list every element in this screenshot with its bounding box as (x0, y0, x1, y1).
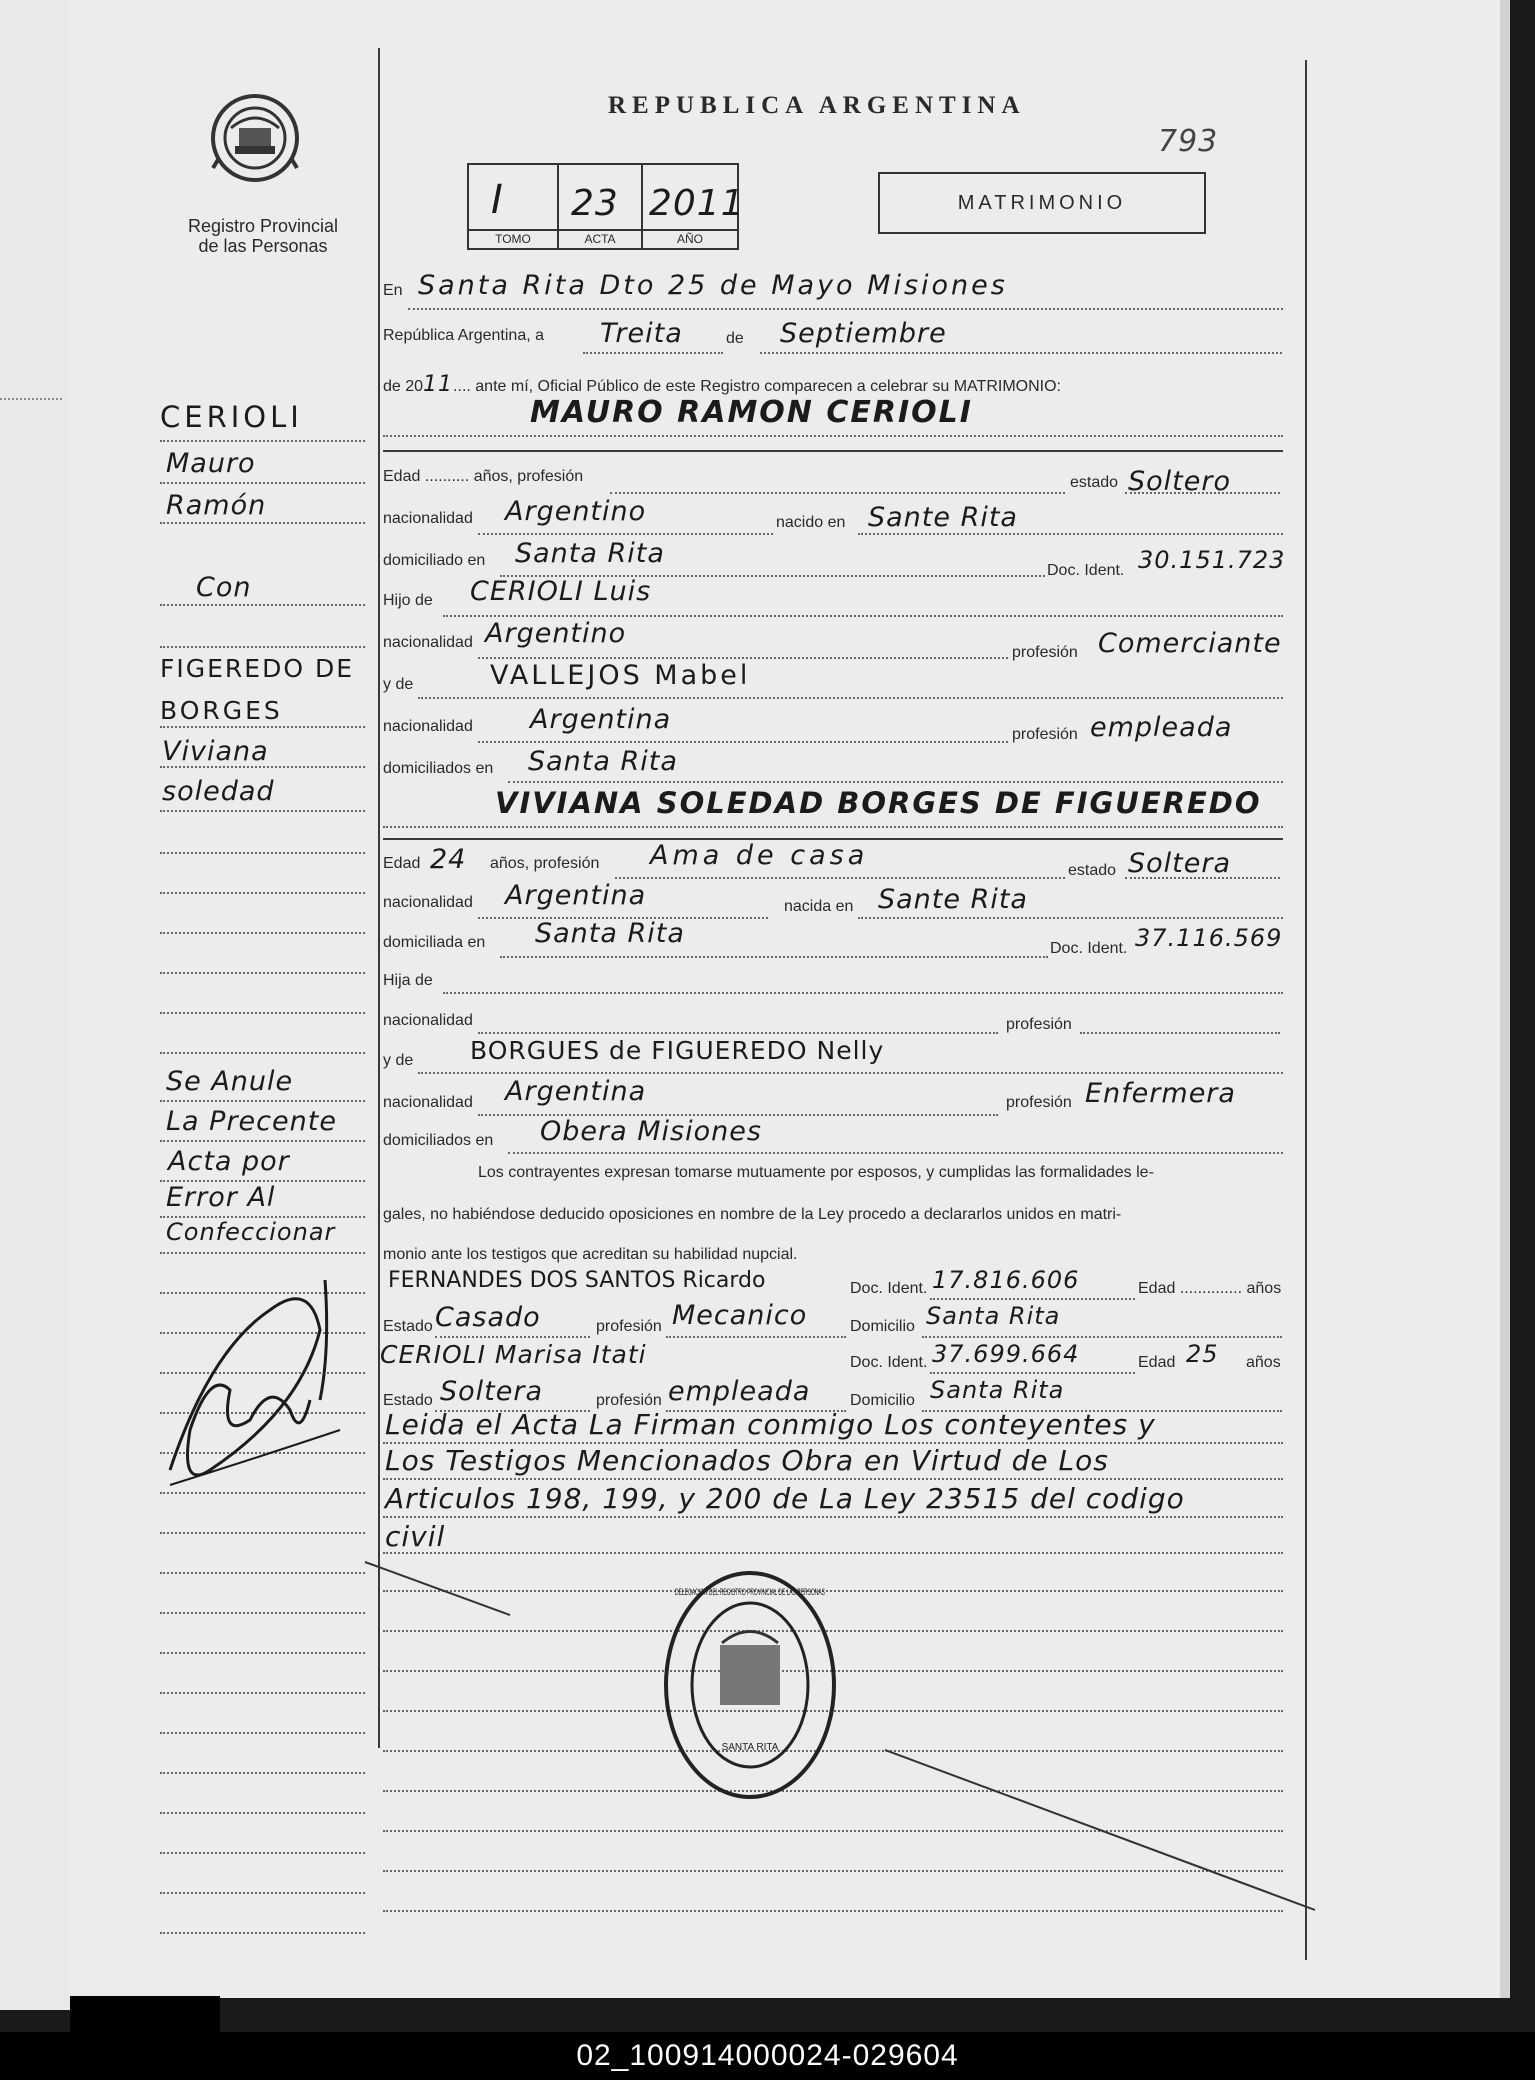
margin-line (160, 1652, 365, 1654)
marriage-place: Santa Rita Dto 25 de Mayo Misiones (418, 270, 1008, 301)
margin-surname-2b: BORGES (160, 696, 283, 725)
groom-nacionalidad: Argentino (505, 496, 647, 527)
bride-edad-label: Edad (383, 855, 421, 872)
margin-surname-2a: FIGEREDO DE (160, 654, 355, 683)
witness1-dom-line (922, 1336, 1282, 1338)
marriage-month: Septiembre (780, 318, 947, 349)
margin-line (160, 1052, 365, 1054)
margin-con: Con (196, 572, 252, 603)
image-identifier: 02_100914000024-029604 (0, 2032, 1535, 2080)
witness2-dom-label: Domicilio (850, 1392, 915, 1409)
bride-prof-line (615, 877, 1065, 879)
acta-value: 23 (571, 183, 619, 224)
margin-line (160, 810, 365, 812)
margin-surname: CERIOLI (160, 400, 303, 434)
witness1-estado-line (435, 1336, 590, 1338)
bride-mother-nac: Argentina (505, 1076, 647, 1107)
witness1-dom-label: Domicilio (850, 1318, 915, 1335)
margin-line (160, 1612, 365, 1614)
bride-yde-label: y de (383, 1052, 414, 1069)
groom-father-nac-line (478, 657, 1008, 659)
margin-line (160, 440, 365, 442)
anio-value: 2011 (649, 183, 745, 224)
margin-line (160, 972, 365, 974)
witness2-doc-line (930, 1372, 1135, 1374)
bride-doc-label: Doc. Ident. (1050, 940, 1128, 957)
place-line (408, 308, 1283, 310)
groom-estado: Soltero (1128, 466, 1231, 497)
witness2-doc: 37.699.664 (932, 1340, 1080, 1368)
groom-nacido-label: nacido en (776, 514, 846, 531)
witness1-prof-label: profesión (596, 1318, 662, 1335)
bride-mother-nac-label: nacionalidad (383, 1094, 473, 1111)
groom-doc-label: Doc. Ident. (1047, 562, 1125, 579)
witness1-doc-line (930, 1298, 1135, 1300)
groom-dom-label: domiciliado en (383, 552, 486, 569)
witness2-doc-label: Doc. Ident. (850, 1354, 928, 1371)
margin-first-4: soledad (162, 776, 275, 807)
groom-prof-line (610, 492, 1065, 494)
margin-line (160, 604, 365, 606)
margin-first-2: Ramón (166, 490, 267, 521)
acta-label: ACTA (559, 229, 641, 248)
groom-yde-label: y de (383, 676, 414, 693)
left-page-rule (0, 398, 62, 400)
margin-line (160, 1012, 365, 1014)
groom-mother: VALLEJOS Mabel (490, 660, 751, 691)
closing-line-1: Leida el Acta La Firman conmigo Los conteyentes y (385, 1408, 1156, 1441)
groom-mother-nac: Argentina (530, 704, 672, 735)
groom-father-prof-label: profesión (1012, 644, 1078, 661)
groom-mother-nac-label: nacionalidad (383, 718, 473, 735)
year-suffix: 11 (423, 372, 454, 397)
bride-nacida: Sante Rita (878, 884, 1028, 915)
closing-line-2: Los Testigos Mencionados Obra en Virtud de Los (385, 1444, 1109, 1477)
de-label: de (726, 330, 744, 347)
bride-father-nac-line (478, 1032, 998, 1034)
ante-text: .... ante mí, Oficial Público de este Registro comparecen a celebrar su MATRIMONIO: (453, 378, 1061, 395)
closing-line-2-rule (383, 1478, 1283, 1480)
margin-note-5: Confeccionar (166, 1218, 336, 1246)
margin-line (160, 1532, 365, 1534)
witness1-name: FERNANDES DOS SANTOS Ricardo (388, 1268, 766, 1293)
republica-label: República Argentina, a (383, 327, 544, 344)
witness1-doc-label: Doc. Ident. (850, 1280, 928, 1297)
bride-parents-dom-label: domiciliados en (383, 1132, 494, 1149)
declaration-line-2: gales, no habiéndose deducido oposiciones en nombre de la Ley procedo a declararlos unidos en matri- (383, 1206, 1122, 1223)
cancel-strokes (360, 1550, 1320, 1930)
margin-line (160, 646, 365, 648)
registry-name: Registro Provincial de las Personas (187, 216, 339, 256)
bride-dom-line (500, 956, 1048, 958)
closing-line-3: Articulos 198, 199, y 200 de La Ley 23515 del codigo (385, 1482, 1185, 1515)
margin-line (160, 1772, 365, 1774)
bride-father-nac-label: nacionalidad (383, 1012, 473, 1029)
bride-mother-line (418, 1072, 1283, 1074)
groom-mother-prof: empleada (1090, 712, 1233, 743)
witness2-prof-label: profesión (596, 1392, 662, 1409)
groom-name-line (383, 435, 1283, 437)
groom-father-nac-label: nacionalidad (383, 634, 473, 651)
margin-line (160, 1140, 365, 1142)
bride-father-prof-label: profesión (1006, 1016, 1072, 1033)
anio-cell (641, 163, 745, 250)
groom-nac-label: nacionalidad (383, 510, 473, 527)
margin-first-3: Viviana (162, 736, 269, 767)
groom-mother-prof-label: profesión (1012, 726, 1078, 743)
registry-seal (660, 1565, 840, 1805)
bride-name: VIVIANA SOLEDAD BORGES DE FIGUEREDO (495, 786, 1262, 820)
margin-first-1: Mauro (166, 448, 256, 479)
margin-note-3: Acta por (168, 1146, 290, 1177)
bride-hija-label: Hija de (383, 972, 433, 989)
witness2-edad-label: Edad (1138, 1354, 1176, 1371)
bride-profesion: Ama de casa (650, 840, 869, 871)
witness2-edad: 25 (1186, 1340, 1219, 1368)
official-signature (150, 1270, 380, 1520)
margin-line (160, 1852, 365, 1854)
marriage-day: Treita (600, 318, 683, 349)
margin-note-1: Se Anule (166, 1066, 294, 1097)
witness1-edad-label: Edad .............. años (1138, 1280, 1282, 1297)
page-number: 793 (1158, 124, 1219, 159)
margin-line (160, 892, 365, 894)
groom-mother-line (418, 697, 1283, 699)
page-shadow (70, 1996, 220, 2032)
left-facing-page (0, 0, 73, 2010)
seal-inner-text: SANTA RITA (721, 1742, 779, 1753)
groom-edad-label: Edad .......... años, profesión (383, 468, 584, 485)
witness1-prof-line (666, 1336, 846, 1338)
document-title: REPUBLICA ARGENTINA (608, 92, 1026, 119)
witness2-estado-label: Estado (383, 1392, 433, 1409)
declaration-line-1: Los contrayentes expresan tomarse mutuamente por esposos, y cumplidas las formalidades le- (478, 1164, 1154, 1181)
bride-nacionalidad: Argentina (505, 880, 647, 911)
witness2-profesion: empleada (668, 1376, 811, 1407)
declaration-line-3: monio ante los testigos que acreditan su habilidad nupcial. (383, 1246, 798, 1263)
margin-line (160, 932, 365, 934)
bride-mother: BORGUES de FIGUEREDO Nelly (470, 1036, 885, 1065)
groom-father-line (443, 615, 1283, 617)
bride-doc: 37.116.569 (1135, 924, 1283, 952)
margin-line (160, 1732, 365, 1734)
margin-note-4: Error Al (166, 1182, 276, 1213)
groom-parents-dom: Santa Rita (528, 746, 678, 777)
witness1-domicilio: Santa Rita (926, 1302, 1061, 1330)
margin-line (160, 852, 365, 854)
bride-parents-dom-line (508, 1152, 1283, 1154)
groom-father-prof: Comerciante (1098, 628, 1282, 659)
bride-estado: Soltera (1128, 848, 1232, 879)
witness1-estado-label: Estado (383, 1318, 433, 1335)
margin-line (160, 522, 365, 524)
act-type-box (878, 172, 1206, 234)
seal-outer-text: DELEGACION DEL REGISTRO PROVINCIAL DE LAS PERSONAS (675, 1587, 825, 1597)
witness1-doc: 17.816.606 (932, 1266, 1080, 1294)
margin-line (160, 1812, 365, 1814)
groom-father: CERIOLI Luis (470, 576, 652, 607)
year-line (383, 372, 1061, 397)
act-type: MATRIMONIO (957, 192, 1127, 214)
en-label: En (383, 282, 403, 299)
day-line (583, 352, 723, 354)
tomo-label: TOMO (469, 229, 557, 248)
tomo-value: I (491, 177, 504, 223)
closing-line-4: civil (385, 1520, 446, 1553)
witness1-estado: Casado (435, 1302, 541, 1333)
bride-mother-prof-label: profesión (1006, 1094, 1072, 1111)
groom-nacido: Sante Rita (868, 502, 1018, 533)
bride-father-prof-line (1080, 1032, 1280, 1034)
groom-estado-label: estado (1070, 474, 1119, 491)
margin-line (160, 726, 365, 728)
witness1-profesion: Mecanico (672, 1300, 808, 1331)
bride-mother-prof: Enfermera (1085, 1078, 1236, 1109)
groom-rule (383, 450, 1283, 452)
year-prefix: de 20 (383, 378, 424, 395)
margin-line (160, 1100, 365, 1102)
margin-line (160, 1892, 365, 1894)
groom-doc: 30.151.723 (1138, 546, 1286, 574)
witness2-estado: Soltera (440, 1376, 544, 1407)
groom-parents-dom-label: domiciliados en (383, 760, 494, 777)
groom-nacido-line (858, 533, 1283, 535)
bride-name-line (383, 826, 1283, 828)
bride-nacida-line (858, 917, 1283, 919)
margin-note-2: La Precente (166, 1106, 337, 1137)
acta-cell (557, 163, 643, 250)
bride-estado-label: estado (1068, 862, 1117, 879)
margin-line (160, 1252, 365, 1254)
tomo-cell (467, 163, 559, 250)
month-line (760, 352, 1282, 354)
groom-parents-dom-line (508, 781, 1283, 783)
margin-line (160, 1932, 365, 1934)
bride-domicilio: Santa Rita (535, 918, 685, 949)
groom-name: MAURO RAMON CERIOLI (530, 395, 973, 430)
groom-mother-nac-line (478, 741, 1008, 743)
groom-father-nac: Argentino (485, 618, 627, 649)
anio-label: AÑO (643, 229, 737, 248)
groom-nac-line (478, 533, 773, 535)
witness2-domicilio: Santa Rita (930, 1376, 1065, 1404)
bride-edad: 24 (430, 844, 467, 875)
bride-prof-label: años, profesión (490, 855, 600, 872)
bride-parents-dom: Obera Misiones (540, 1116, 762, 1147)
bride-nacida-label: nacida en (784, 898, 854, 915)
margin-line (160, 1572, 365, 1574)
groom-domicilio: Santa Rita (515, 538, 665, 569)
bride-nac-label: nacionalidad (383, 894, 473, 911)
margin-line (160, 1692, 365, 1694)
margin-line (160, 482, 365, 484)
groom-hijo-label: Hijo de (383, 592, 433, 609)
witness2-name: CERIOLI Marisa Itati (380, 1340, 647, 1369)
bride-dom-label: domiciliada en (383, 934, 486, 951)
closing-line-3-rule (383, 1516, 1283, 1518)
bride-father-line (443, 992, 1283, 994)
province-crest-icon (205, 88, 305, 188)
witness2-anios-label: años (1246, 1354, 1281, 1371)
